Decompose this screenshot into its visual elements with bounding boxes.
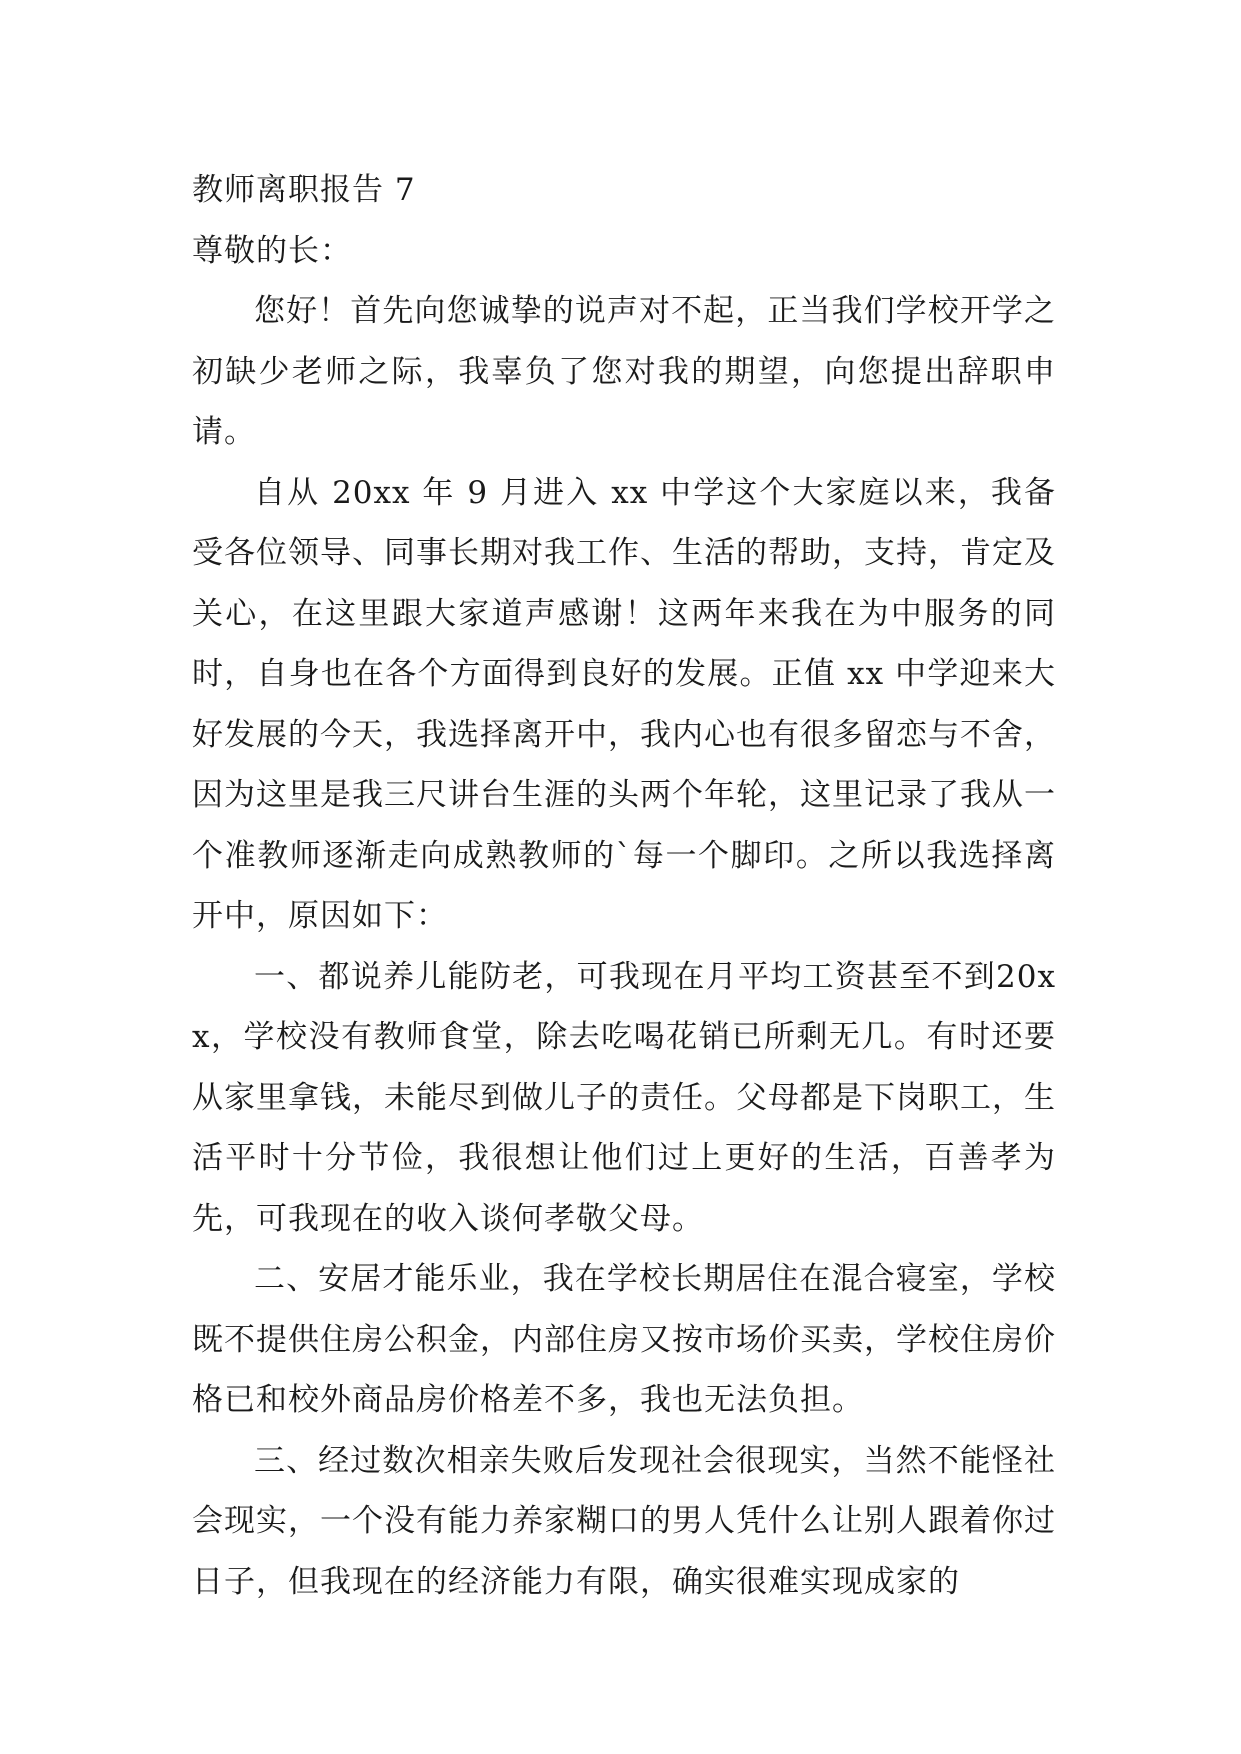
paragraph-greeting: 您好！首先向您诚挚的说声对不起，正当我们学校开学之初缺少老师之际，我辜负了您对我的期望，向您提出辞职申请。: [192, 293, 1056, 450]
document-body: [192, 160, 1056, 1612]
paragraph-reason-one: 一、都说养儿能防老，可我现在月平均工资甚至不到20xx，学校没有教师食堂，除去吃喝花销已所剩无几。有时还要从家里拿钱，未能尽到做儿子的责任。父母都是下岗职工，生活平时十分节俭，我很想让他们过上更好的生活，百善孝为先，可我现在的收入谈何孝敬父母。: [192, 958, 1056, 1237]
document-title: 教师离职报告 7: [192, 172, 416, 208]
paragraph-reason-three: 三、经过数次相亲失败后发现社会很现实，当然不能怪社会现实，一个没有能力养家糊口的男人凭什么让别人跟着你过日子，但我现在的经济能力有限，确实很难实现成家的: [192, 1442, 1056, 1600]
paragraph-reason-two: 二、安居才能乐业，我在学校长期居住在混合寝室，学校既不提供住房公积金，内部住房又按市场价买卖，学校住房价格已和校外商品房价格差不多，我也无法负担。: [192, 1261, 1056, 1418]
salutation: 尊敬的长：: [192, 232, 352, 269]
paragraph-background: 自从 20xx 年 9 月进入 xx 中学这个大家庭以来，我备受各位领导、同事长期对我工作、生活的帮助，支持，肯定及关心，在这里跟大家道声感谢！这两年来我在为中服务的同时，自身也在各个方面得到良好的发展。正值 xx 中学迎来大好发展的今天，我选择离开中，我内心也有很多留恋与不舍，因为这里是我三尺讲台生涯的头两个年轮，这里记录了我从一个准教师逐渐走向成熟教师的`每一个脚印。之所以我选择离开中，原因如下：: [192, 474, 1056, 934]
